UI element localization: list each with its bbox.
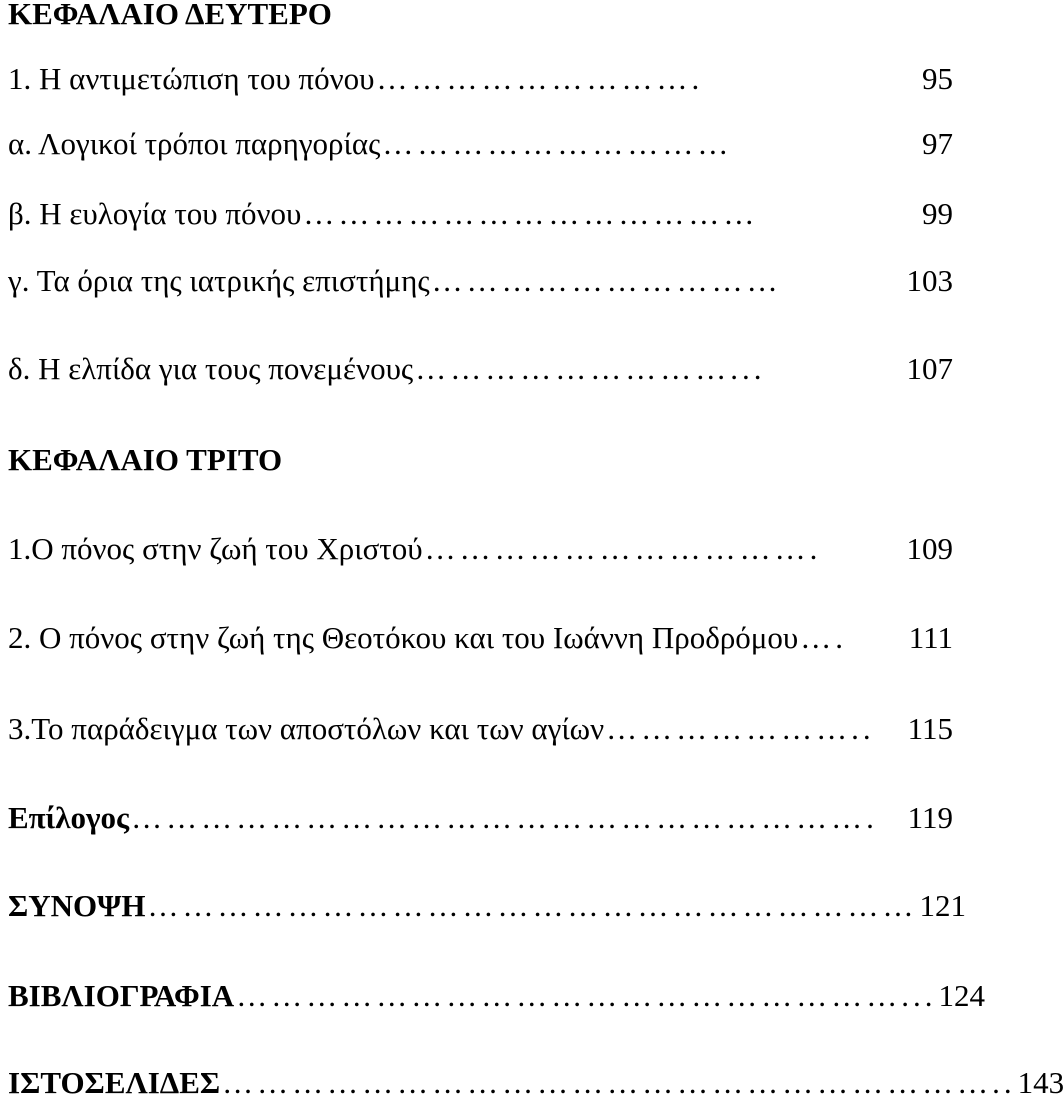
- toc-page-number: 124: [938, 978, 985, 1013]
- toc-entry-epilogue: [8, 801, 953, 835]
- toc-page-number: 143: [1017, 1065, 1064, 1100]
- dot-leader: …………………………….: [424, 531, 822, 566]
- toc-entry-title: 2. Ο πόνος στην ζωή της Θεοτόκου και του Ιωάννη Προδρόμου: [8, 620, 799, 655]
- chapter-two-heading: ΚΕΦΑΛΑΙΟ ΔΕΥΤΕΡΟ: [8, 0, 332, 31]
- toc-page-number: 111: [908, 620, 953, 655]
- toc-entry: [8, 532, 953, 566]
- dot-leader: …………………………: [382, 126, 733, 161]
- toc-entry-title: γ. Τα όρια της ιατρικής επιστήμης: [8, 263, 430, 298]
- dot-leader: ….: [800, 620, 848, 655]
- toc-page-number: 119: [907, 800, 953, 835]
- dot-leader: …………………………………………………………: [147, 888, 918, 923]
- toc-entry-title: ΣΥΝΟΨΗ: [8, 888, 146, 923]
- toc-page-number: 109: [906, 531, 953, 566]
- toc-entry: [8, 127, 953, 161]
- toc-entry-title: α. Λογικοί τρόποι παρηγορίας: [8, 126, 381, 161]
- toc-entry: [8, 62, 953, 96]
- toc-entry: [8, 352, 953, 386]
- toc-entry: [8, 621, 953, 655]
- toc-entry-title: ΒΙΒΛΙΟΓΡΑΦΙΑ: [8, 978, 235, 1013]
- toc-page-number: 99: [922, 196, 953, 231]
- dot-leader: …………………………: [431, 263, 782, 298]
- dot-leader: …………………………………: [303, 196, 759, 231]
- dot-leader: …………………………………………………...: [236, 978, 937, 1013]
- toc-page-number: 103: [906, 263, 953, 298]
- toc-entry-websites: [8, 1065, 1064, 1100]
- toc-entry-title: 1.Ο πόνος στην ζωή του Χριστού: [8, 531, 423, 566]
- toc-page-number: 115: [907, 711, 953, 746]
- toc-entry: [8, 197, 953, 231]
- toc-page-number: 121: [919, 888, 966, 923]
- toc-entry-title: Επίλογος: [8, 800, 130, 835]
- toc-entry-title: β. Η ευλογία του πόνου: [8, 196, 302, 231]
- toc-page-number: 107: [906, 351, 953, 386]
- dot-leader: ………………………...: [415, 351, 766, 386]
- dot-leader: …………………………………………………………..: [222, 1065, 1016, 1100]
- toc-entry-title: 3.Το παράδειγμα των αποστόλων και των αγίων: [8, 711, 605, 746]
- toc-entry: [8, 264, 953, 298]
- toc-entry: [8, 712, 953, 746]
- toc-entry-title: δ. Η ελπίδα για τους πονεμένους: [8, 351, 414, 386]
- toc-entry-title: 1. Η αντιμετώπιση του πόνου: [8, 61, 375, 96]
- toc-entry-summary: [8, 888, 966, 923]
- toc-entry-title: ΙΣΤΟΣΕΛΙΔΕΣ: [8, 1065, 221, 1100]
- chapter-three-heading: ΚΕΦΑΛΑΙΟ ΤΡΙΤΟ: [8, 442, 283, 477]
- toc-page-number: 97: [922, 126, 953, 161]
- dot-leader: ……………………………………………………….: [131, 800, 878, 835]
- toc-page-number: 95: [922, 61, 953, 96]
- toc-entry-bibliography: [8, 978, 985, 1013]
- dot-leader: …………………..: [606, 711, 875, 746]
- dot-leader: ……………………….: [376, 61, 704, 96]
